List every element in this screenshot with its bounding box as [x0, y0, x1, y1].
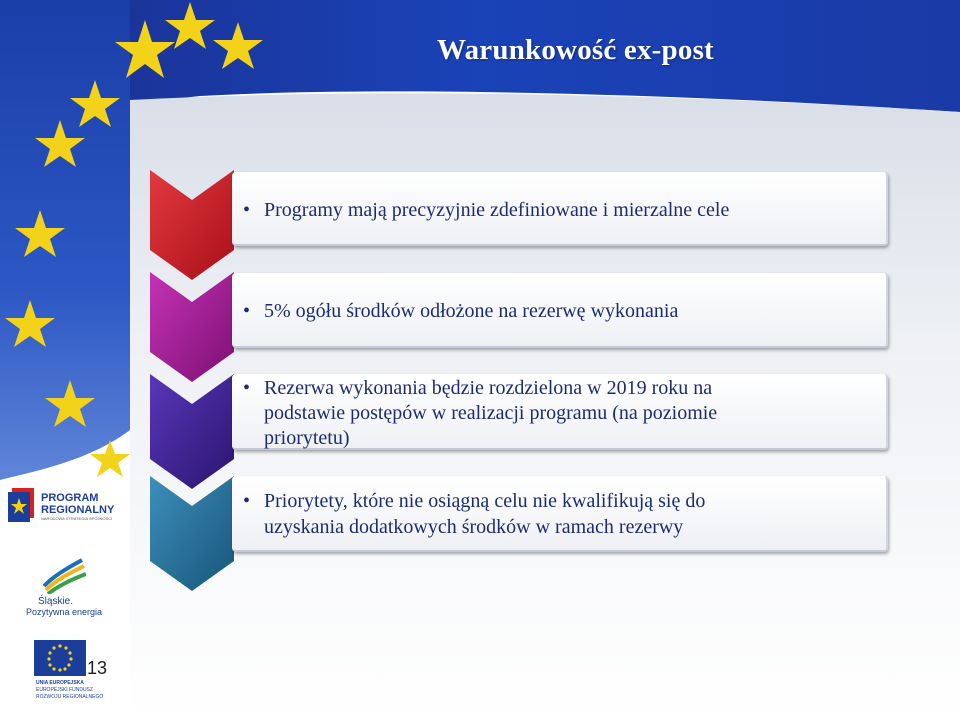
slide-title: Warunkowość ex-post — [437, 34, 714, 66]
chevron-arrow-red — [150, 170, 234, 280]
item-text-line: podstawie postępów w realizacji programu (na poziomie — [264, 402, 718, 424]
chevron-arrow-teal — [150, 476, 234, 591]
program-logo-line1: PROGRAM — [41, 492, 99, 504]
page-number: 13 — [87, 658, 108, 678]
item-text: 5% ogółu środków odłożone na rezerwę wykonania — [264, 300, 679, 322]
program-logo-line3: NARODOWA STRATEGIA SPÓJNOŚCI — [41, 516, 113, 521]
eu-logo-line3: ROZWOJU REGIONALNEGO — [36, 694, 104, 700]
slaskie-logo — [24, 556, 114, 618]
eu-logo-line1: UNIA EUROPEJSKA — [36, 680, 84, 686]
bullet: • — [243, 199, 251, 221]
slaskie-logo-icon — [42, 556, 86, 594]
item-text-line: uzyskania dodatkowych środków w ramach rezerwy — [264, 516, 684, 538]
item-text-line: Priorytety, które nie osiągną celu nie kwalifikują się do — [264, 490, 706, 512]
bullet: • — [243, 490, 251, 512]
program-logo-icon — [8, 486, 38, 524]
slaskie-logo-line1: Śląskie. — [38, 596, 74, 607]
item-text-line: priorytetu) — [264, 427, 350, 449]
item-text-line: Rezerwa wykonania będzie rozdzielona w 2019 roku na — [264, 377, 713, 399]
slaskie-logo-line2: Pozytywna energia — [26, 607, 103, 617]
eu-flag-icon — [34, 640, 86, 676]
program-regionalny-logo — [8, 486, 126, 526]
item-box — [232, 476, 888, 552]
bullet: • — [243, 300, 251, 322]
eu-logo-line2: EUROPEJSKI FUNDUSZ — [36, 687, 93, 693]
item-text: Programy mają precyzyjnie zdefiniowane i mierzalne cele — [264, 199, 730, 221]
chevron-arrow-purple — [150, 374, 234, 489]
bullet: • — [243, 377, 251, 399]
program-logo-line2: REGIONALNY — [41, 504, 115, 516]
chevron-arrow-magenta — [150, 272, 234, 382]
